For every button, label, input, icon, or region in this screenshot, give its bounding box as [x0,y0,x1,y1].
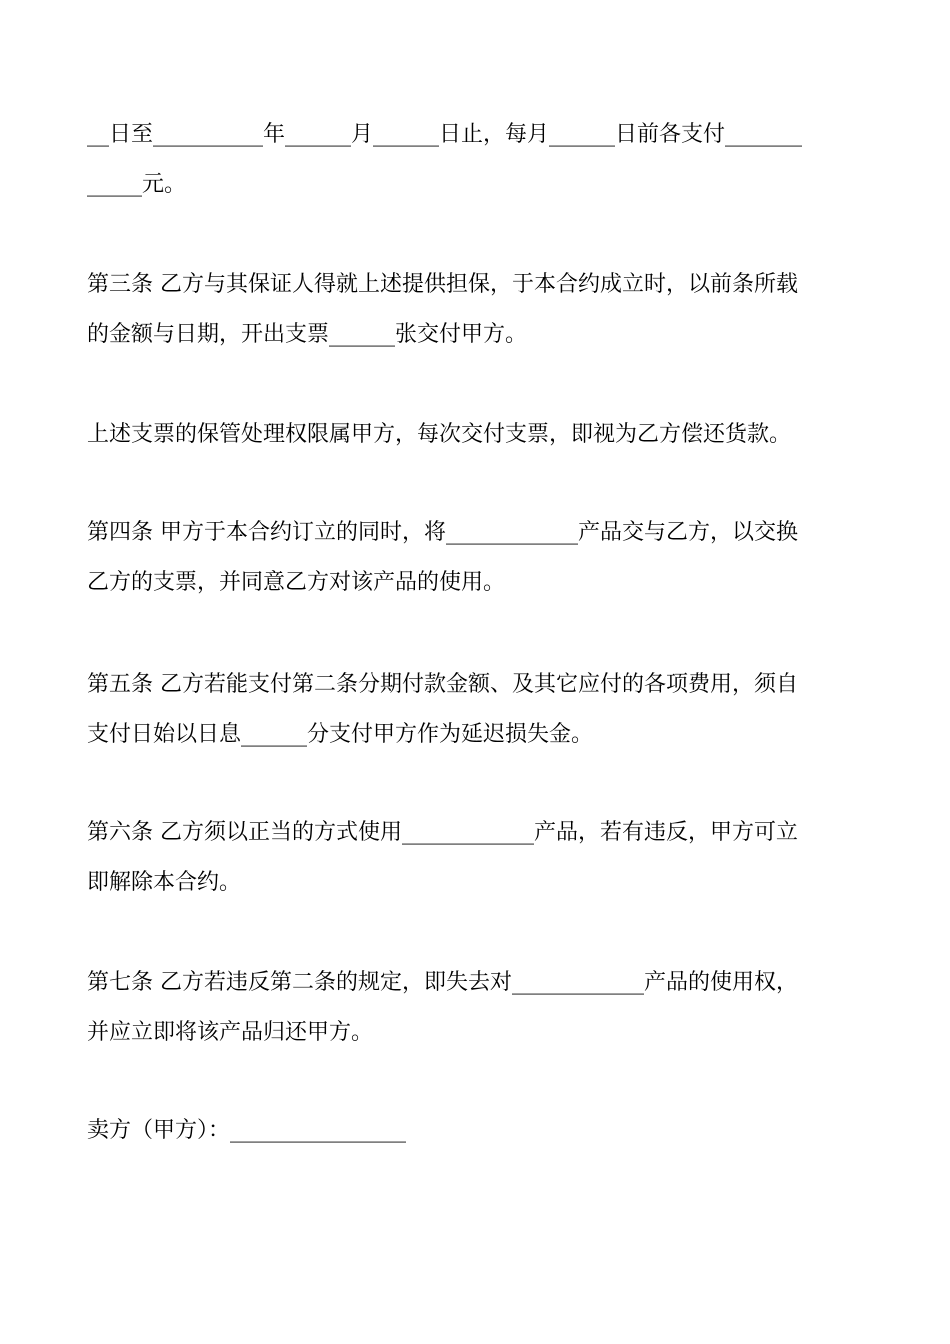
text-line: 第六条 乙方须以正当的方式使用____________产品，若有违反，甲方可立 [87,820,798,845]
article-4-paragraph [87,508,867,608]
article-5-paragraph [87,660,867,760]
cheque-custody-paragraph [87,410,867,460]
text-line: 第四条 甲方于本合约订立的同时，将____________产品交与乙方，以交换 [87,520,798,545]
text-line: 即解除本合约。 [87,870,242,895]
text-line: 并应立即将该产品归还甲方。 [87,1020,374,1045]
text-line: 支付日始以日息______分支付甲方作为延迟损失金。 [87,722,594,747]
article-7-paragraph [87,958,867,1058]
text-line: 第三条 乙方与其保证人得就上述提供担保，于本合约成立时，以前条所载 [87,272,798,297]
text-line: 第七条 乙方若违反第二条的规定，即失去对____________产品的使用权， [87,970,798,995]
payment-schedule-paragraph [87,110,867,210]
article-3-paragraph [87,260,867,360]
seller-signature-line [87,1106,867,1156]
text-line: 的金额与日期，开出支票______张交付甲方。 [87,322,528,347]
text-line: 乙方的支票，并同意乙方对该产品的使用。 [87,570,506,595]
text-line: 第五条 乙方若能支付第二条分期付款金额、及其它应付的各项费用，须自 [87,672,798,697]
text-line: 上述支票的保管处理权限属甲方，每次交付支票，即视为乙方偿还货款。 [87,422,792,447]
seller-label: 卖方（甲方）：________________ [87,1118,407,1143]
article-6-paragraph [87,808,867,908]
text-line: _____元。 [87,172,187,197]
text-line: __日至__________年______月______日止，每月______日前各支付_______ [87,122,803,147]
